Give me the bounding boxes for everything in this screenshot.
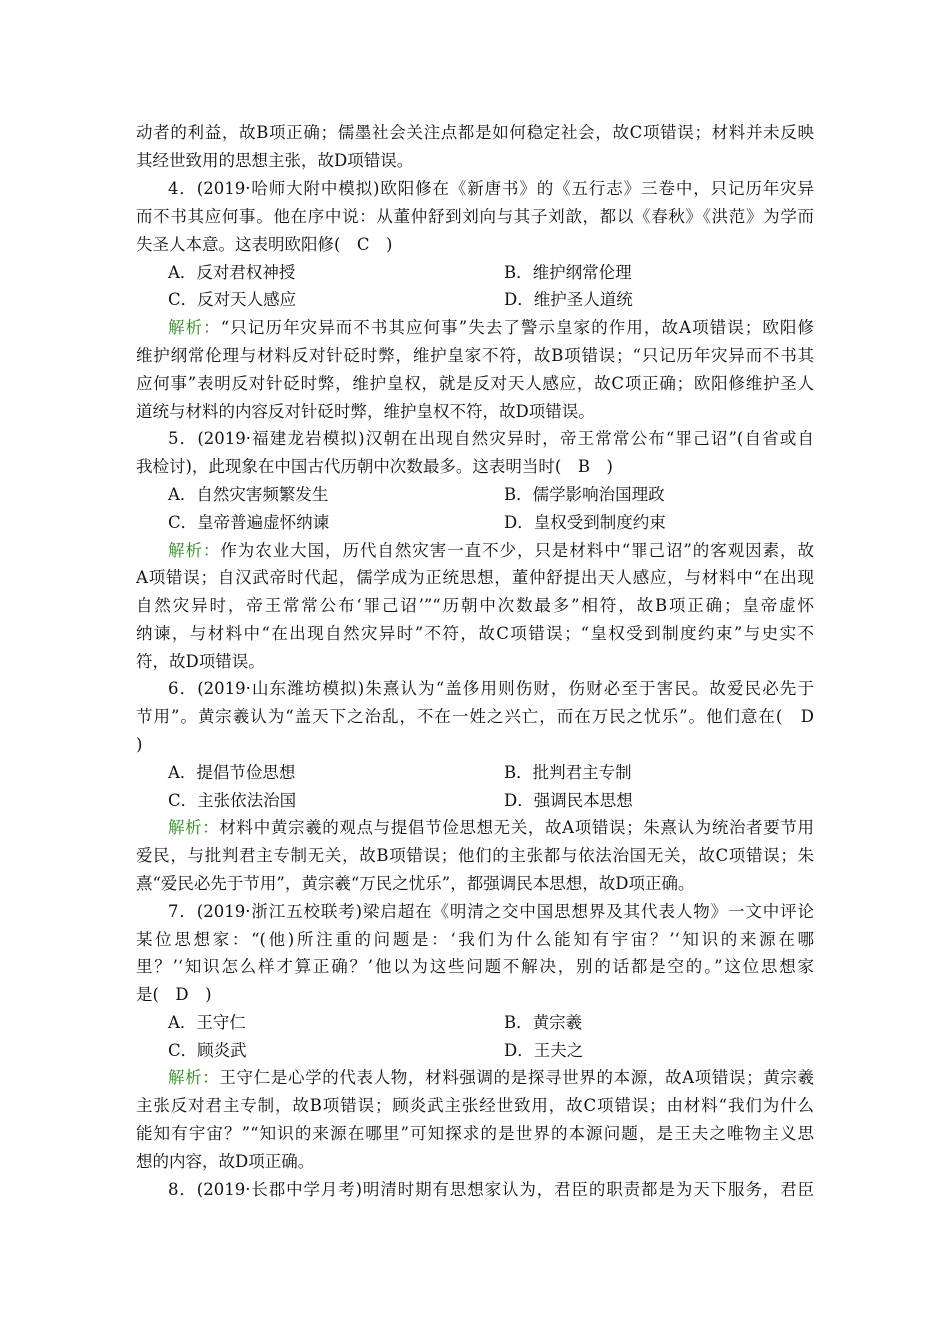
text-line: 而不书其应何事。他在序中说：从董仲舒到刘向与其子刘歆，都以《春秋》《洪范》为学而 [136, 207, 814, 226]
text-line: ) [136, 735, 143, 754]
analysis-line: 解析：作为农业大国，历代自然灾害一直不少，只是材料中“罪己诏”的客观因素，故 [168, 541, 814, 560]
text-line: 主张反对君主专制，故B项错误；顾炎武主张经世致用，故C项错误；由材料“我们为什么 [136, 1096, 814, 1115]
analysis-label: 解析： [168, 1068, 220, 1087]
text-line: 应何事”表明反对针砭时弊，维护皇权，就是反对天人感应，故C项正确；欧阳修维护圣人 [136, 374, 814, 393]
option-a: A．王守仁 [168, 1013, 246, 1032]
text-line: A项错误；自汉武帝时代起，儒学成为正统思想，董仲舒提出天人感应，与材料中“在出现 [136, 568, 814, 587]
text-line: 我检讨)，此现象在中国古代历朝中次数最多。这表明当时( B ) [136, 457, 613, 476]
analysis-line: 解析：材料中黄宗羲的观点与提倡节俭思想无关，故A项错误；朱熹认为统治者要节用 [168, 818, 814, 837]
option-c: C．主张依法治国 [168, 791, 297, 810]
text-line: 自然灾异时，帝王常常公布‘罪己诏’”“历朝中次数最多”相符，故B项正确；皇帝虚怀 [136, 596, 814, 615]
option-a: A．反对君权神授 [168, 263, 296, 282]
analysis-line: 解析：“只记历年灾异而不书其应何事”失去了警示皇家的作用，故A项错误；欧阳修 [168, 318, 814, 337]
text-line: 失圣人本意。这表明欧阳修( C ) [136, 235, 393, 254]
option-c: C．反对天人感应 [168, 290, 297, 309]
analysis-label: 解析： [168, 818, 220, 837]
text-line: 里？’‘知识怎么样才算正确？’他以为这些问题不解决，别的话都是空的。”这位思想家 [136, 957, 814, 976]
analysis-line: 解析：王守仁是心学的代表人物，材料强调的是探寻世界的本源，故A项错误；黄宗羲 [168, 1068, 814, 1087]
option-d: D．王夫之 [504, 1041, 584, 1060]
text-line: 爱民，与批判君主专制无关，故B项错误；他们的主张都与依法治国无关，故C项错误；朱 [136, 846, 814, 865]
option-c: C．顾炎武 [168, 1041, 247, 1060]
option-a: A．提倡节俭思想 [168, 763, 296, 782]
text-line: 维护纲常伦理与材料反对针砭时弊，维护皇家不符，故B项错误；“只记历年灾异而不书其 [136, 346, 814, 365]
text-line: 其经世致用的思想主张，故D项错误。 [136, 151, 414, 170]
text-line: 是( D ) [136, 985, 212, 1004]
option-d: D．强调民本思想 [504, 791, 633, 810]
analysis-label: 解析： [168, 318, 221, 337]
question-7-stem: 7．(2019·浙江五校联考)梁启超在《明清之交中国思想界及其代表人物》一文中评论 [168, 902, 814, 921]
option-c: C．皇帝普遍虚怀纳谏 [168, 513, 330, 532]
question-5-stem: 5．(2019·福建龙岩模拟)汉朝在出现自然灾异时，帝王常常公布“罪己诏”(自省或自 [168, 429, 814, 448]
text-line: 动者的利益，故B项正确；儒墨社会关注点都是如何稳定社会，故C项错误；材料并未反映 [136, 123, 814, 142]
option-a: A．自然灾害频繁发生 [168, 485, 329, 504]
text-line: 能知有宇宙？”“知识的来源在哪里”可知探求的是世界的本源问题，是王夫之唯物主义思 [136, 1124, 814, 1143]
text-line: 节用”。黄宗羲认为“盖天下之治乱，不在一姓之兴亡，而在万民之忧乐”。他们意在( D [136, 707, 814, 726]
option-b: B．批判君主专制 [504, 763, 632, 782]
question-8-stem: 8．(2019·长郡中学月考)明清时期有思想家认为，君臣的职责都是为天下服务，君臣 [168, 1180, 814, 1199]
analysis-label: 解析： [168, 541, 221, 560]
text-line: 道统与材料的内容反对针砭时弊，维护皇权不符，故D项错误。 [136, 402, 595, 421]
text-line: 纳谏，与材料中“在出现自然灾异时”不符，故C项错误；“皇权受到制度约束”与史实不 [136, 624, 814, 643]
option-b: B．儒学影响治国理政 [504, 485, 665, 504]
question-6-stem: 6．(2019·山东潍坊模拟)朱熹认为“盖侈用则伤财，伤财必至于害民。故爱民必先于 [168, 679, 814, 698]
text-line: 想的内容，故D项正确。 [136, 1152, 315, 1171]
option-b: B．维护纲常伦理 [504, 263, 632, 282]
option-d: D．皇权受到制度约束 [504, 513, 666, 532]
option-d: D．维护圣人道统 [504, 290, 633, 309]
text-line: 熹“爱民必先于节用”，黄宗羲“万民之忧乐”，都强调民本思想，故D项正确。 [136, 874, 695, 893]
option-b: B．黄宗羲 [504, 1013, 583, 1032]
text-line: 某位思想家：“(他)所注重的问题是：‘我们为什么能知有宇宙？’‘知识的来源在哪 [136, 930, 814, 949]
question-4-stem: 4．(2019·哈师大附中模拟)欧阳修在《新唐书》的《五行志》三卷中，只记历年灾异 [168, 179, 814, 198]
text-line: 符，故D项错误。 [136, 652, 265, 671]
